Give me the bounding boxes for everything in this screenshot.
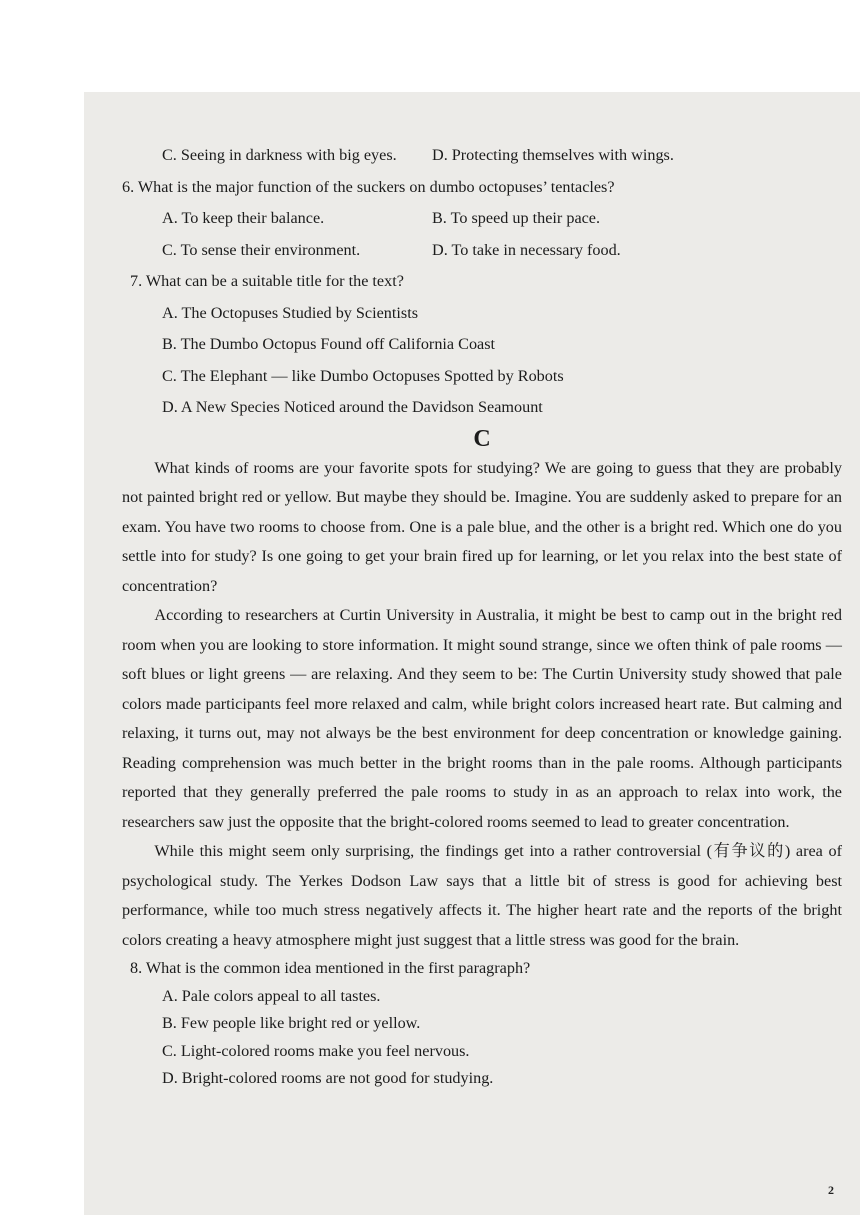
page-content xyxy=(122,140,842,1093)
page-number: 2 xyxy=(828,1183,834,1197)
q8-option-c: C. Light-colored rooms make you feel nervous. xyxy=(162,1041,470,1060)
passage-paragraph-1: What kinds of rooms are your favorite spots for studying? We are going to guess that they are probably not painted bright red or yellow. But maybe they should be. Imagine. You are suddenly asked to prepare for an exam. You have two rooms to choose from. One is a pale blue, and the other is a bright red. Which one do you settle into for study? Is one going to get your brain fired up for learning, or let you relax into the best state of concentration? xyxy=(122,458,842,595)
q6-options-ab xyxy=(122,203,842,235)
q6-stem: 6. What is the major function of the suckers on dumbo octopuses’ tentacles? xyxy=(122,177,615,196)
q8-option-a: A. Pale colors appeal to all tastes. xyxy=(162,986,381,1005)
q7-option-c: C. The Elephant — like Dumbo Octopuses Spotted by Robots xyxy=(162,366,564,385)
q5-options-cd xyxy=(122,140,842,172)
q6-option-c: C. To sense their environment. xyxy=(162,240,361,259)
q8-option-b: B. Few people like bright red or yellow. xyxy=(162,1014,421,1032)
exam-page xyxy=(84,92,860,1215)
q6-options-cd xyxy=(122,235,842,267)
q5-option-c: C. Seeing in darkness with big eyes. xyxy=(162,146,397,164)
q5-option-d: D. Protecting themselves with wings. xyxy=(432,146,674,164)
q7-option-a: A. The Octopuses Studied by Scientists xyxy=(162,303,418,322)
q8-option-d: D. Bright-colored rooms are not good for studying. xyxy=(162,1069,494,1087)
section-heading: C xyxy=(473,425,491,452)
q6-option-d: D. To take in necessary food. xyxy=(432,240,621,259)
q7-option-b: B. The Dumbo Octopus Found off California Coast xyxy=(162,335,496,353)
q6-option-a: A. To keep their balance. xyxy=(162,209,325,227)
passage-paragraph-3: While this might seem only surprising, the findings get into a rather controversial (有争议的) area of psychological study. The Yerkes Dodson Law says that a little bit of stress is good for achieving best performance, while too much stress negatively affects it. The higher heart rate and the reports of the bright colors creating a heavy atmosphere might just suggest that a little stress was good for the brain. xyxy=(122,842,842,949)
q8-stem: 8. What is the common idea mentioned in the first paragraph? xyxy=(130,959,531,977)
passage-paragraph-2: According to researchers at Curtin University in Australia, it might be best to camp out in the bright red room when you are looking to store information. It might sound strange, since we often think of pale rooms — soft blues or light greens — are relaxing. And they seem to be: The Curtin University study showed that pale colors made participants feel more relaxed and calm, while bright colors increased heart rate. But calming and relaxing, it turns out, may not always be the best environment for deep concentration or knowledge gaining. Reading comprehension was much better in the bright rooms than in the pale rooms. Although participants reported that they generally preferred the pale rooms to study in as an approach to relax into work, the researchers saw just the opposite that the bright-colored rooms seemed to lead to greater concentration. xyxy=(122,606,842,831)
q6-option-b: B. To speed up their pace. xyxy=(432,209,601,227)
q7-option-d: D. A New Species Noticed around the Davidson Seamount xyxy=(162,398,543,416)
q7-stem: 7. What can be a suitable title for the text? xyxy=(130,272,404,290)
